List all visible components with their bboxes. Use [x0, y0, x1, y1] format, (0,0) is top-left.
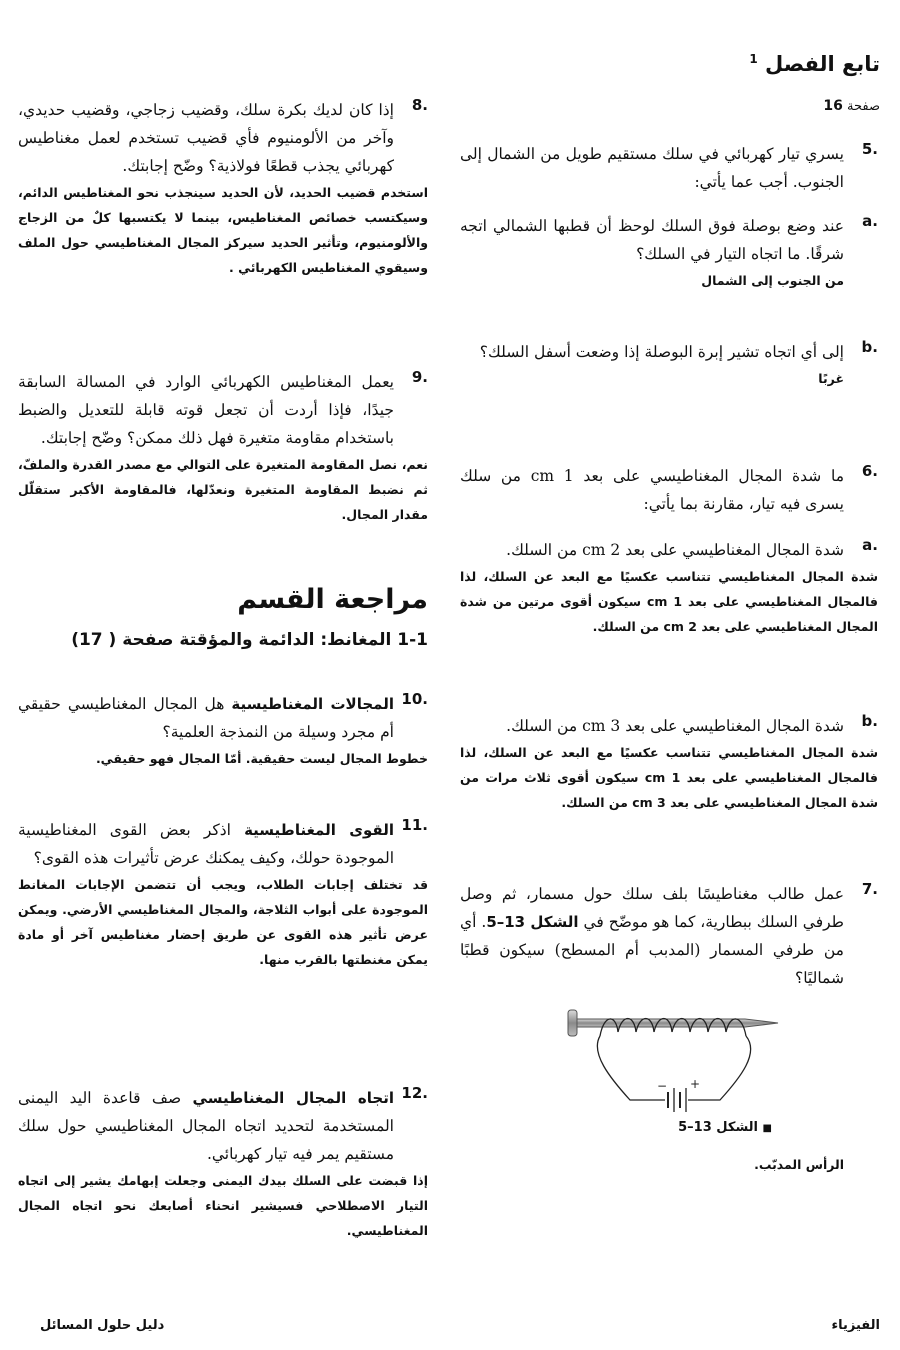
question-text: اتجاه المجال المغناطيسي صف قاعدة اليد اليمنى المستخدمة لتحديد اتجاه المجال المغناطيسي حول سلك مستقيم يمر فيه تيار كهربائي.: [18, 1089, 394, 1163]
subquestion-label: .a: [862, 536, 878, 554]
question-text: القوى المغناطيسية اذكر بعض القوى المغناطيسية الموجودة حولك، وكيف يمكنك عرض تأثيرات هذه القوى؟: [18, 821, 394, 867]
question-number: .9: [411, 368, 428, 386]
figure-reference: الشكل 13–5: [486, 913, 579, 931]
battery-symbol: [668, 1088, 686, 1112]
question-keyword: المجالات المغناطيسية: [231, 695, 394, 713]
question-keyword: اتجاه المجال المغناطيسي: [192, 1089, 394, 1107]
nail-electromagnet-figure: [560, 1008, 790, 1118]
question-text: يسري تيار كهربائي في سلك مستقيم طويل من الشمال إلى الجنوب. أجب عما يأتي:: [460, 145, 844, 191]
question-11: [18, 816, 428, 972]
answer-text: شدة المجال المغناطيسي تتناسب عكسيًا مع البعد عن السلك، لذا فالمجال المغناطيسي على بعد 1 cm سيكون أقوى مرتين من شدة المجال المغناطيسي على بعد 2 cm من السلك.: [460, 569, 878, 634]
battery-minus-label: −: [657, 1079, 668, 1093]
answer-text: نعم، نصل المقاومة المتغيرة على التوالي مع مصدر القدرة والملفّ، ثم نضبط المقاومة المتغيرة ونعدّلها، فالمقاومة الأكبر ستقلّل مقدار المجال.: [18, 457, 428, 522]
question-text: ما شدة المجال المغناطيسي على بعد 1 cm من سلك يسرى فيه تيار، مقارنة بما يأتي:: [460, 467, 844, 513]
question-number: .7: [861, 880, 878, 898]
question-number: .10: [401, 690, 428, 708]
question-text: إذا كان لديك بكرة سلك، وقضيب زجاجي، وقضيب حديدي، وآخر من الألومنيوم فأي قضيب تستخدم لعمل مغناطيس كهربائي يجذب قطعًا فولاذية؟ وضّح إجابتك.: [18, 101, 394, 175]
answer-text: خطوط المجال ليست حقيقية. أمّا المجال فهو حقيقي.: [95, 751, 428, 766]
nail-head: [568, 1010, 577, 1036]
question-6a: [460, 536, 878, 639]
question-12: [18, 1084, 428, 1243]
answer-text: شدة المجال المغناطيسي تتناسب عكسيًا مع البعد عن السلك، لذا فالمجال المغناطيسي على بعد 1 cm سيكون أقوى ثلاث مرات من شدة المجال المغناطيسي على بعد 3 cm من السلك.: [460, 745, 878, 810]
subquestion-text: شدة المجال المغناطيسي على بعد 3 cm من السلك.: [506, 717, 844, 735]
question-8: [18, 96, 428, 280]
question-keyword: القوى المغناطيسية: [244, 821, 394, 839]
subquestion-text: إلى أي اتجاه تشير إبرة البوصلة إذا وضعت أسفل السلك؟: [479, 343, 844, 361]
page-reference: صفحة 16: [823, 98, 880, 114]
question-9: [18, 368, 428, 527]
chapter-heading: تابع الفصل $^1$: [749, 52, 880, 76]
subquestion-label: .b: [861, 338, 878, 356]
question-5b: [460, 338, 878, 391]
answer-text: استخدم قضيب الحديد، لأن الحديد سينجذب نحو المغناطيس الدائم، وسيكتسب خصائص المغناطيس، بينما لا يكتسبها كلٌ من الزجاج والألومنيوم، وتأثير الحديد سيركز المجال المغناطيسي حول الملف وسيقوي المغناطيس الكهربائي .: [18, 185, 428, 275]
answer-text: من الجنوب إلى الشمال: [701, 273, 844, 288]
question-number: .5: [861, 140, 878, 158]
question-number: .11: [401, 816, 428, 834]
question-number: .12: [401, 1084, 428, 1102]
question-7: [460, 880, 878, 992]
wire-left-lead: [597, 1036, 668, 1100]
section-subtitle: 1-1 المغانط: الدائمة والمؤقتة صفحة ( 17): [71, 630, 428, 650]
question-number: .8: [411, 96, 428, 114]
subquestion-label: .a: [862, 212, 878, 230]
question-10: [18, 690, 428, 771]
footer-subject: الفيزياء: [831, 1318, 880, 1333]
figure-caption: ■ الشكل 13–5: [678, 1120, 772, 1135]
battery-plus-label: +: [690, 1077, 701, 1091]
subquestion-label: .b: [861, 712, 878, 730]
question-text: المجالات المغناطيسية هل المجال المغناطيسي حقيقي أم مجرد وسيلة من النمذجة العلمية؟: [18, 695, 394, 741]
subquestion-text: شدة المجال المغناطيسي على بعد 2 cm من السلك.: [506, 541, 844, 559]
question-7-answer: الرأس المدبّب.: [754, 1157, 844, 1172]
question-5a: [460, 212, 878, 293]
question-text: يعمل المغناطيس الكهربائي الوارد في المسالة السابقة جيدًا، فإذا أردت أن تجعل قوته قابلة للتعديل والضبط باستخدام مقاومة متغيرة فهل ذلك ممكن؟ وضّح إجابتك.: [18, 373, 394, 447]
footer-guide-title: دليل حلول المسائل: [40, 1318, 165, 1333]
question-5: [460, 140, 878, 196]
question-6: [460, 462, 878, 518]
section-review-title: مراجعة القسم: [237, 584, 428, 615]
question-6b: [460, 712, 878, 815]
subquestion-text: عند وضع بوصلة فوق السلك لوحظ أن قطبها الشمالي اتجه شرقًا. ما اتجاه التيار في السلك؟: [460, 217, 844, 263]
answer-text: إذا قبضت على السلك بيدك اليمنى وجعلت إبهامك يشير إلى اتجاه التيار الاصطلاحي فسيشير انحناء أصابعك نحو اتجاه المجال المغناطيسي.: [18, 1173, 428, 1238]
answer-text: غربًا: [818, 371, 844, 386]
answer-text: قد تختلف إجابات الطلاب، ويجب أن تتضمن الإجابات المغانط الموجودة على أبواب الثلاجة، والمجال المغناطيسي الأرضي. ويمكن عرض تأثير هذه القوى عن طريق إحضار مغناطيس آخر أو مادة يمكن مغنطتها بالقرب منها.: [18, 877, 428, 967]
question-text: عمل طالب مغناطيسًا بلف سلك حول مسمار، ثم وصل طرفي السلك ببطارية، كما هو موضّح في الشكل 13–5. أي من طرفي المسمار (المدبب أم المسطح) سيكون قطبًا شماليًا؟: [460, 885, 844, 987]
question-number: .6: [861, 462, 878, 480]
